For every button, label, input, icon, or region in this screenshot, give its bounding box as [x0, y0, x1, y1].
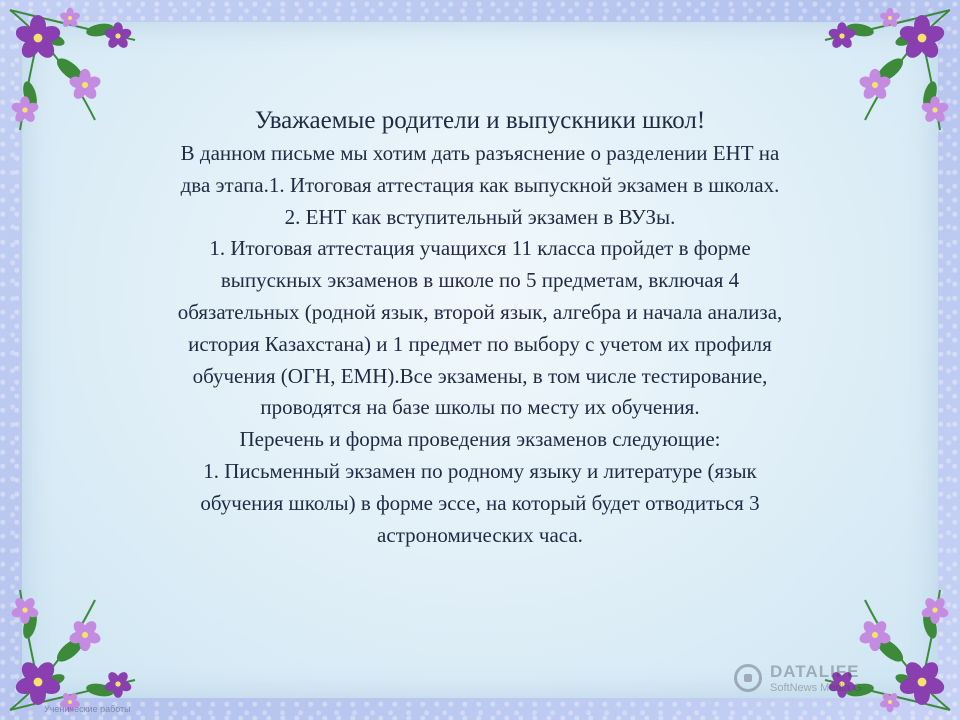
letter-line: В данном письме мы хотим дать разъяснение о разделении ЕНТ на — [180, 141, 780, 165]
letter-line: 2. ЕНТ как вступительный экзамен в ВУЗы. — [284, 204, 676, 229]
datalife-watermark — [734, 662, 954, 702]
letter-text — [80, 104, 880, 551]
letter-line: обучения школы) в форме эссе, на который будет отводиться 3 — [200, 490, 760, 515]
letter-line: Перечень и форма проведения экзаменов следующие: — [239, 427, 721, 452]
flower-corner-bottom-left-icon — [0, 570, 150, 720]
letter-heading: Уважаемые родители и выпускники школ! — [254, 107, 706, 134]
letter-line: два этапа.1. Итоговая аттестация как выпускной экзамен в школах. — [180, 172, 780, 197]
letter-line: проводятся на базе школы по месту их обучения. — [260, 395, 700, 420]
image-credit: Ученические работы — [44, 704, 131, 714]
watermark-logo-icon — [734, 664, 762, 692]
letter-line: 1. Итоговая аттестация учащихся 11 класса пройдет в форме — [209, 236, 751, 261]
letter-line: история Казахстана) и 1 предмет по выбору с учетом их профиля — [188, 331, 772, 356]
letter-line: 1. Письменный экзамен по родному языку и литературе (язык — [203, 458, 757, 483]
letter-line: астрономических часа. — [377, 522, 583, 547]
letter-line: обучения (ОГН, ЕМН).Все экзамены, в том числе тестирование, — [192, 363, 768, 388]
letter-line: обязательных (родной язык, второй язык, алгебра и начала анализа, — [177, 299, 783, 324]
watermark-subtitle: SoftNews Media G — [770, 682, 862, 694]
letter-line: выпускных экзаменов в школе по 5 предметам, включая 4 — [220, 268, 740, 293]
watermark-name: DATALIFE — [770, 662, 860, 681]
